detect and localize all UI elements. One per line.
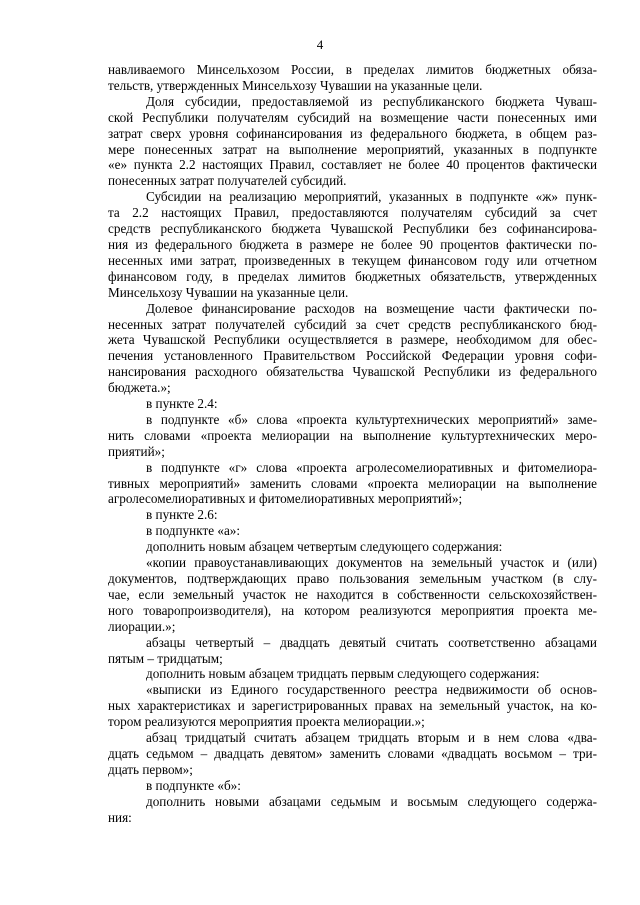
paragraph: [108, 507, 597, 523]
paragraph: [108, 539, 597, 555]
text-line: несенных ими затрат, произведенных в текущем финансовом году или отчетном: [108, 252, 597, 268]
text-line: «копии правоустанавливающих документов на земельный участок и (или): [146, 555, 597, 571]
paragraph: [108, 94, 597, 189]
text-line: средств республиканского бюджета Чувашской Республики без софинансирова-: [108, 221, 597, 237]
text-line: абзацы четвертый – двадцать девятый считать соответственно абзацами: [146, 634, 597, 650]
text-line: понесенных затрат получателей субсидий.: [108, 173, 347, 189]
paragraph: [108, 396, 597, 412]
text-line: дцать первом»;: [108, 761, 193, 777]
text-line: «выписки из Единого государственного реестра недвижимости об основ-: [146, 682, 597, 698]
paragraph: [108, 635, 597, 667]
text-line: несенных затрат получателей субсидий за счет средств республиканского бюд-: [108, 316, 597, 332]
text-line: тивных мероприятий» заменить словами «проекта мелиорации на выполнение: [108, 475, 597, 491]
text-line: в подпункте «а»:: [146, 523, 241, 539]
paragraph: [108, 555, 597, 635]
text-line: агролесомелиоративных и фитомелиоративных мероприятий»;: [108, 491, 463, 507]
text-line: тором реализуются мероприятия проекта мелиорации.»;: [108, 714, 425, 730]
paragraph: [108, 778, 597, 794]
text-line: пятым – тридцатым;: [108, 650, 223, 666]
paragraph: [108, 794, 597, 826]
text-line: Доля субсидии, предоставляемой из республиканского бюджета Чуваш-: [146, 93, 597, 109]
text-line: в подпункте «б»:: [146, 777, 241, 793]
paragraph: [108, 730, 597, 778]
paragraph: [108, 682, 597, 730]
text-line: дополнить новым абзацем четвертым следующего содержания:: [146, 539, 503, 555]
text-line: ния:: [108, 809, 132, 825]
paragraph: [108, 523, 597, 539]
text-line: лиорации.»;: [108, 618, 176, 634]
paragraph: [108, 460, 597, 508]
paragraph: [108, 666, 597, 682]
text-line: «е» пункта 2.2 настоящих Правил, составляет не более 40 процентов фактически: [108, 157, 597, 173]
text-line: дополнить новыми абзацами седьмым и восьмым следующего содержа-: [146, 793, 597, 809]
text-line: бюджета.»;: [108, 380, 171, 396]
text-line: жета Чувашской Республики осуществляется в размере, необходимом для обес-: [108, 332, 597, 348]
text-line: ного товаропроизводителя), на котором реализуются мероприятия проекта ме-: [108, 602, 597, 618]
text-line: нить словами «проекта мелиорации на выполнение культуртехнических меро-: [108, 427, 597, 443]
text-line: ской Республики получателям субсидий на возмещение части понесенных ими: [108, 109, 597, 125]
paragraph: [108, 189, 597, 300]
text-line: Минсельхозу Чувашии на указанные цели.: [108, 284, 349, 300]
text-line: в подпункте «б» слова «проекта культуртехнических мероприятий» заме-: [146, 411, 597, 427]
text-line: Субсидии на реализацию мероприятий, указанных в подпункте «ж» пунк-: [146, 189, 597, 205]
text-line: финансовом году, в пределах лимитов бюджетных обязательств, утвержденных: [108, 268, 597, 284]
text-line: ных характеристиках и зарегистрированных правах на земельный участок, на ко-: [108, 698, 597, 714]
text-line: навливаемого Минсельхозом России, в пределах лимитов бюджетных обяза-: [108, 62, 597, 77]
document-body: [108, 62, 597, 826]
text-line: в подпункте «г» слова «проекта агролесомелиоративных и фитомелиора-: [146, 459, 597, 475]
text-line: дополнить новым абзацем тридцать первым следующего содержания:: [146, 666, 540, 682]
text-line: ния из федерального бюджета в размере не более 90 процентов фактически по-: [108, 236, 597, 252]
text-line: мере понесенных затрат на выполнение мероприятий, указанных в подпункте: [108, 141, 597, 157]
text-line: печения установленного Правительством Российской Федерации уровня софи-: [108, 348, 597, 364]
paragraph: [108, 412, 597, 460]
text-line: документов, подтверждающих право пользования земельным участком (в слу-: [108, 571, 597, 586]
text-line: в пункте 2.6:: [146, 507, 218, 523]
text-line: чае, если земельный участок не находится в собственности сельскохозяйствен-: [108, 586, 597, 602]
text-line: приятий»;: [108, 443, 165, 459]
paragraph: [108, 62, 597, 94]
text-line: нансирования расходного обязательства Чувашской Республики из федерального: [108, 364, 597, 380]
text-line: в пункте 2.4:: [146, 396, 218, 412]
text-line: тельств, утвержденных Минсельхозу Чувашии на указанные цели.: [108, 77, 483, 93]
page-number: 4: [316, 37, 324, 52]
text-line: дцать седьмом – двадцать девятом» заменить словами «двадцать восьмом – три-: [108, 745, 597, 761]
text-line: затрат сверх уровня софинансирования из федерального бюджета, в общем раз-: [108, 125, 597, 141]
text-line: абзац тридцатый считать абзацем тридцать вторым и в нем слова «два-: [146, 730, 597, 746]
text-line: та 2.2 настоящих Правил, предоставляются получателям субсидий за счет: [108, 205, 597, 221]
text-line: Долевое финансирование расходов на возмещение части фактически по-: [146, 300, 597, 316]
paragraph: [108, 301, 597, 396]
